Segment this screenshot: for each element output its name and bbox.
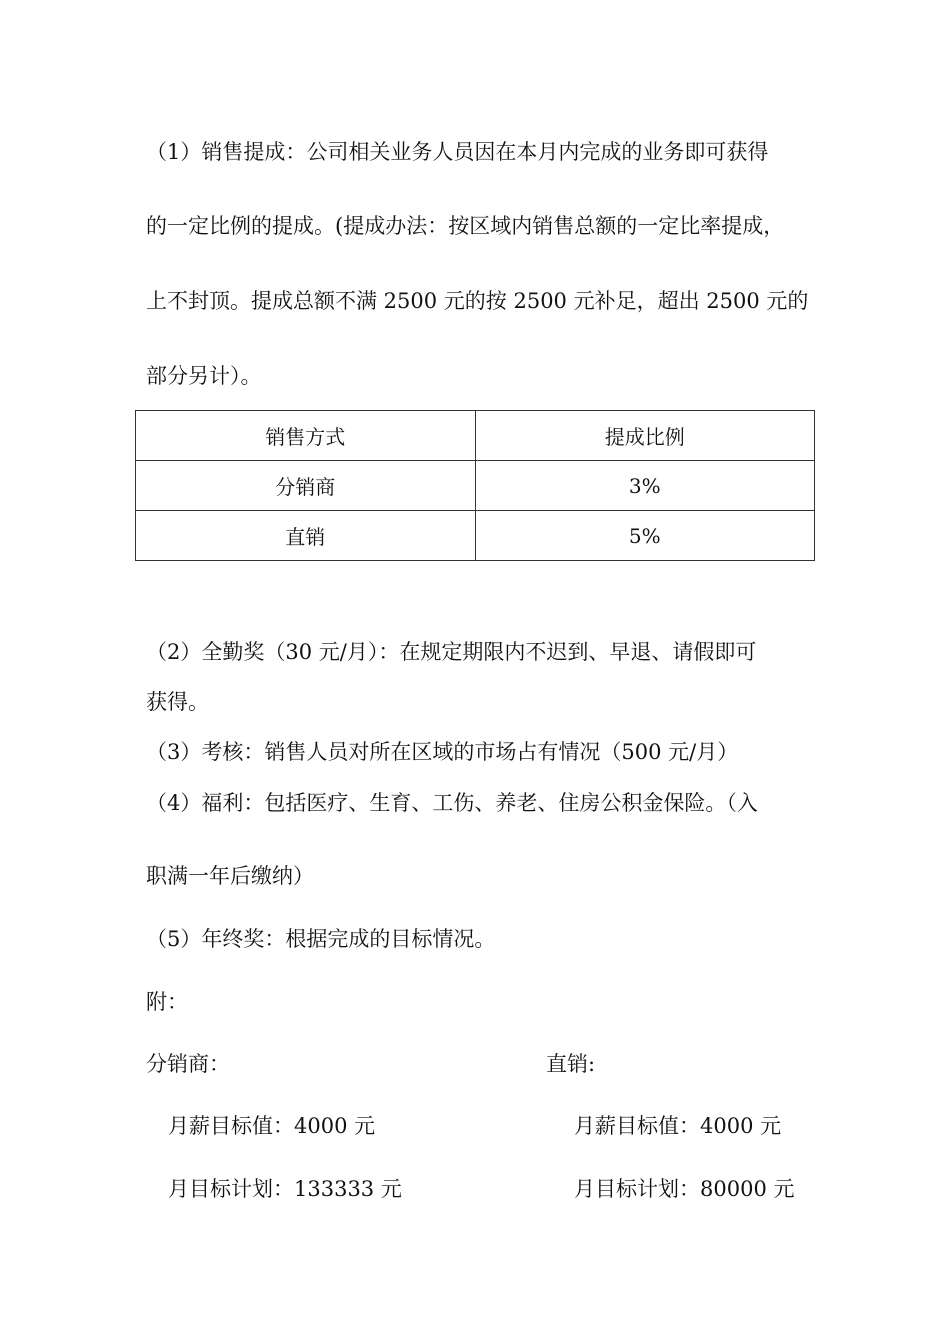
distributor-monthly-plan: 月目标计划：133333 元 bbox=[168, 1177, 402, 1201]
paragraph-4-line-1: （4）福利：包括医疗、生育、工伤、养老、住房公积金保险。（入 bbox=[146, 791, 758, 815]
paragraph-4-line-2: 职满一年后缴纳） bbox=[146, 864, 314, 888]
table-cell: 分销商 bbox=[136, 461, 476, 511]
table-header-cell: 提成比例 bbox=[475, 411, 815, 461]
paragraph-1-line-2: 的一定比例的提成。(提成办法：按区域内销售总额的一定比率提成， bbox=[146, 214, 785, 238]
paragraph-5: （5）年终奖：根据完成的目标情况。 bbox=[146, 927, 496, 951]
table-row bbox=[136, 511, 815, 561]
table-cell: 3% bbox=[475, 461, 815, 511]
table-cell: 5% bbox=[475, 511, 815, 561]
distributor-title: 分销商： bbox=[146, 1052, 230, 1076]
paragraph-1-line-1: （1）销售提成：公司相关业务人员因在本月内完成的业务即可获得 bbox=[146, 140, 769, 164]
direct-monthly-plan: 月目标计划：80000 元 bbox=[574, 1177, 795, 1201]
paragraph-2-line-2: 获得。 bbox=[146, 690, 209, 714]
paragraph-3: （3）考核：销售人员对所在区域的市场占有情况（500 元/月） bbox=[146, 740, 739, 764]
table-header-row bbox=[136, 411, 815, 461]
distributor-salary-target: 月薪目标值：4000 元 bbox=[168, 1114, 376, 1138]
paragraph-1-line-4: 部分另计）。 bbox=[146, 364, 262, 388]
paragraph-2-line-1: （2）全勤奖（30 元/月）：在规定期限内不迟到、早退、请假即可 bbox=[146, 640, 757, 664]
table-cell: 直销 bbox=[136, 511, 476, 561]
appendix-label: 附： bbox=[146, 990, 188, 1014]
commission-table bbox=[135, 410, 815, 561]
direct-title: 直销: bbox=[546, 1052, 596, 1076]
paragraph-1-line-3: 上不封顶。提成总额不满 2500 元的按 2500 元补足，超出 2500 元的 bbox=[146, 289, 809, 313]
table-row bbox=[136, 461, 815, 511]
direct-salary-target: 月薪目标值：4000 元 bbox=[574, 1114, 782, 1138]
table-header-cell: 销售方式 bbox=[136, 411, 476, 461]
